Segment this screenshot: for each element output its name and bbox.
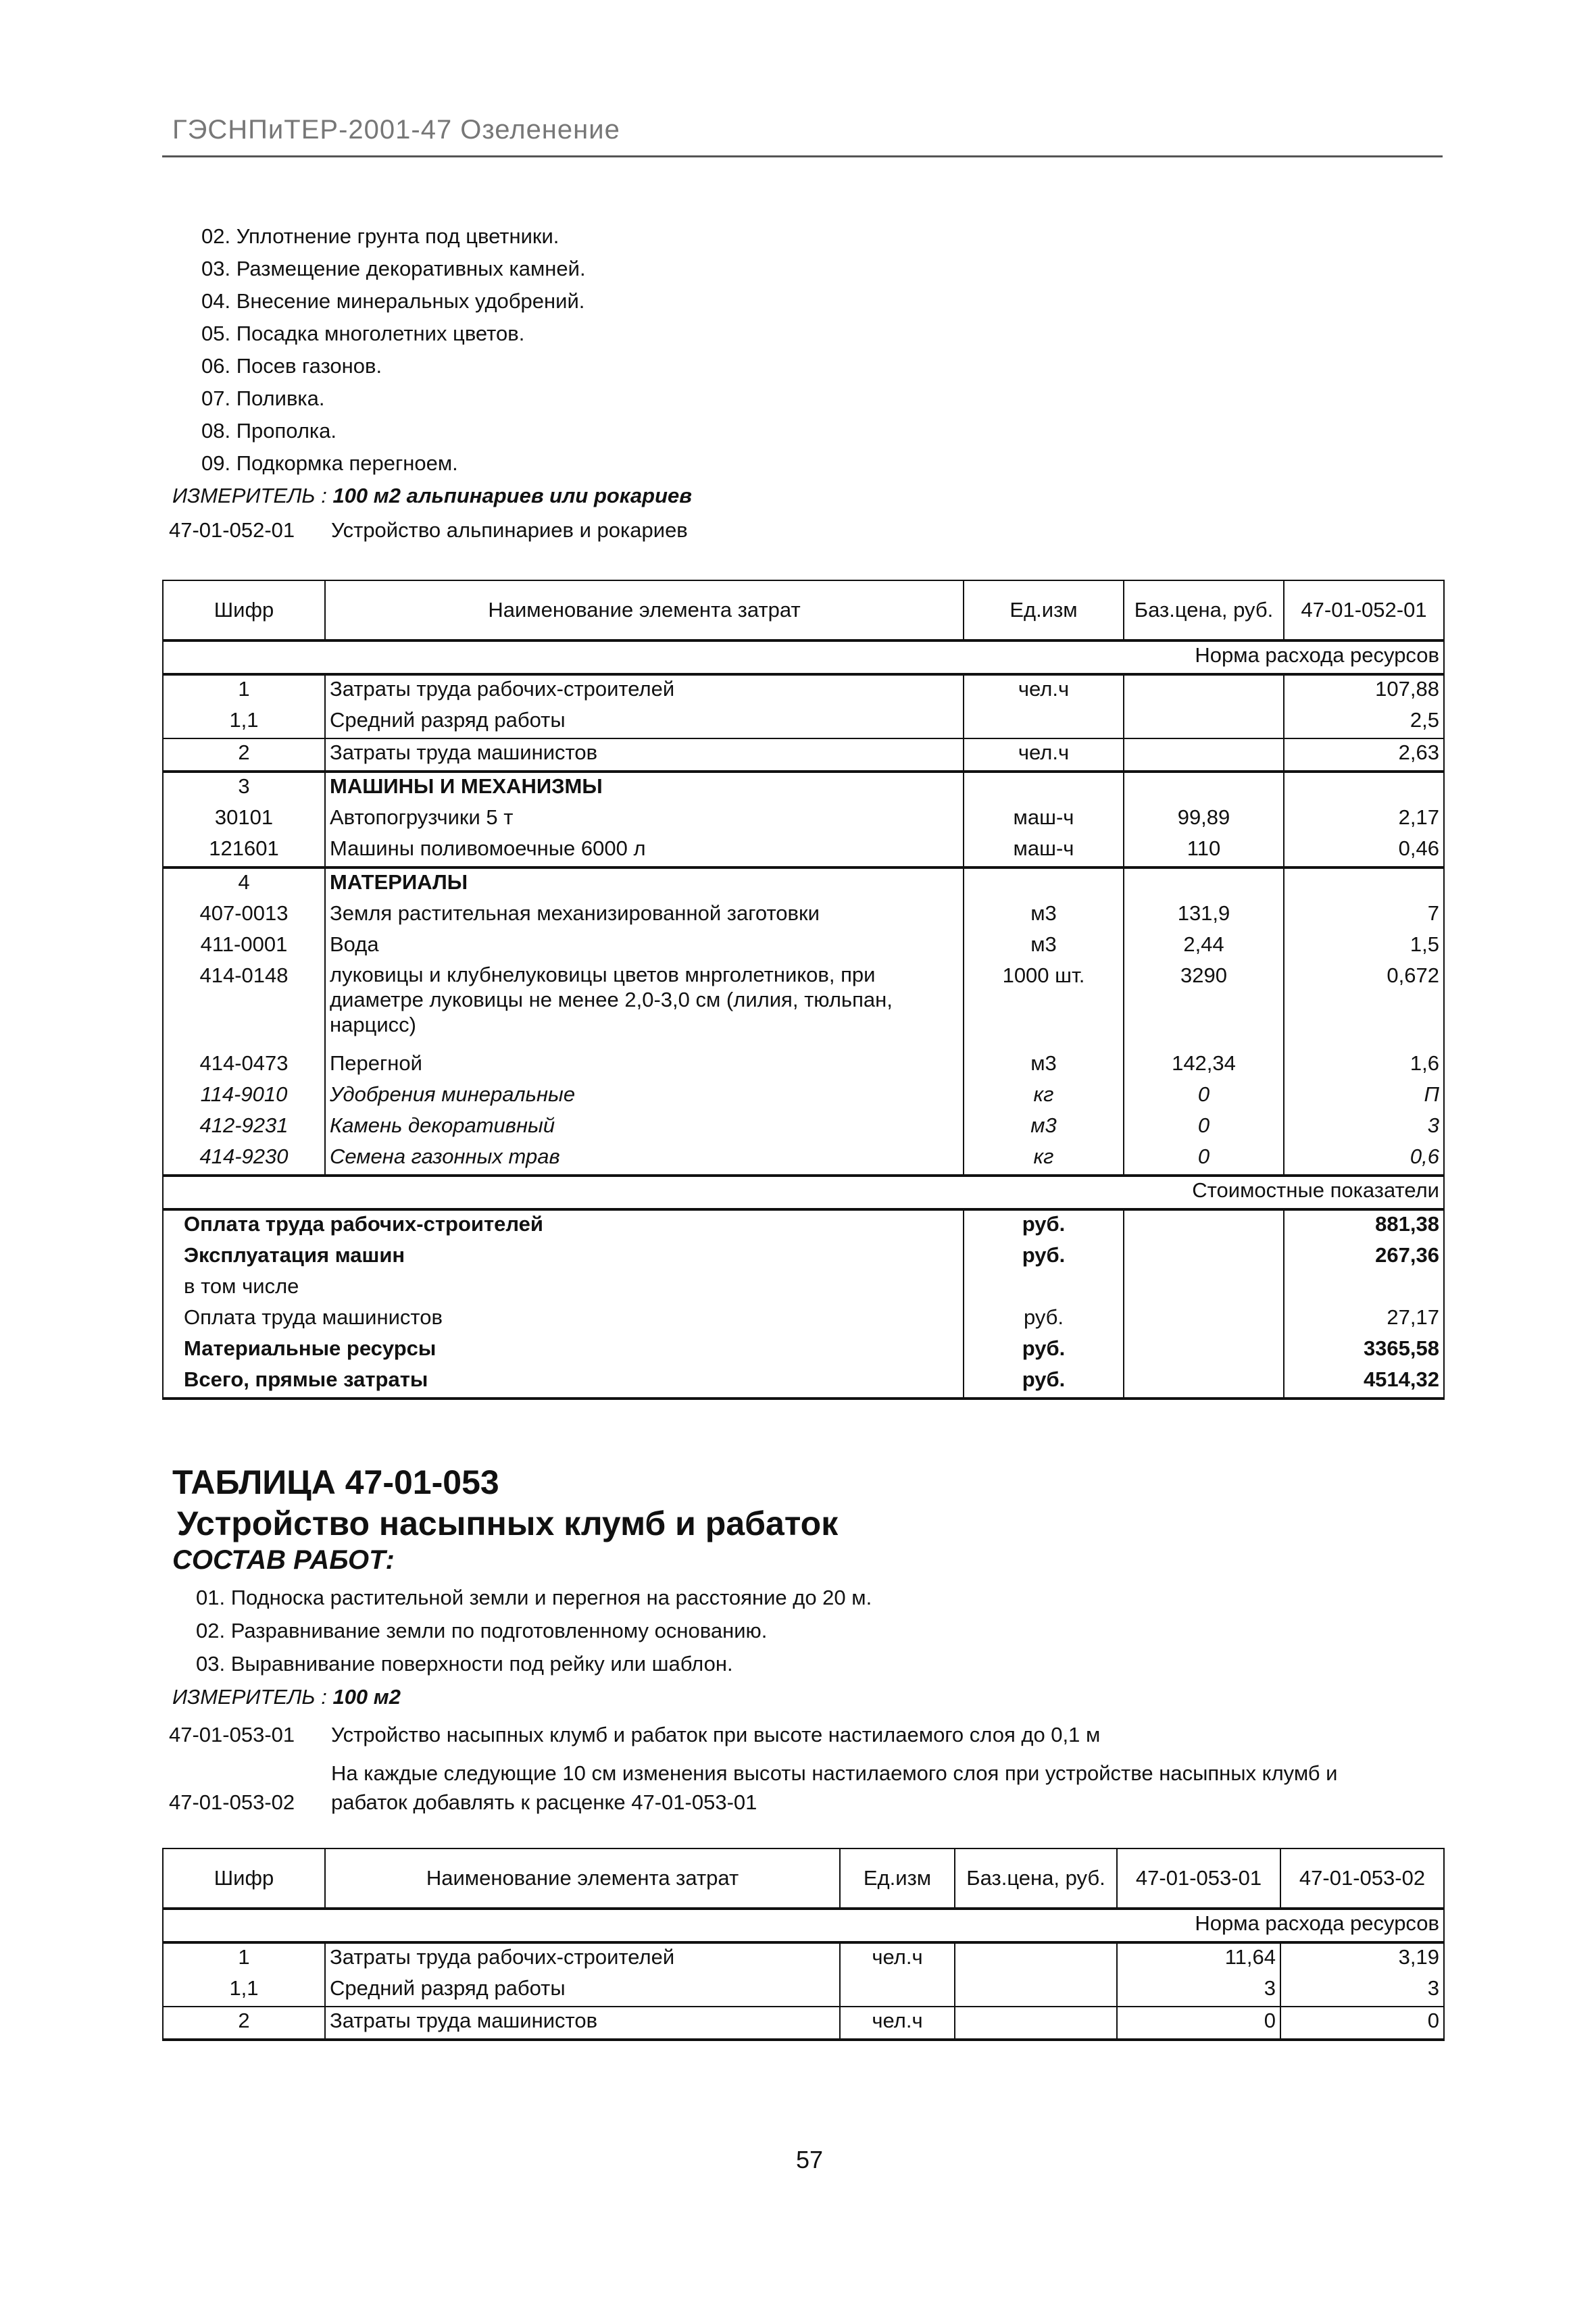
norm-label: Норма расхода ресурсов	[163, 640, 1444, 674]
cell-unit	[964, 772, 1124, 804]
cell-price	[1124, 867, 1284, 900]
resource-table-2	[162, 1848, 1445, 2041]
table-row	[163, 835, 1444, 867]
cell-unit: м3	[964, 931, 1124, 962]
cost-row	[163, 1335, 1444, 1366]
cell-norm	[1284, 867, 1444, 900]
cell-norm: 0,6	[1284, 1143, 1444, 1176]
cell-name: Средний разряд работы	[325, 1975, 840, 2007]
cell-norm: 0,46	[1284, 835, 1444, 867]
cell-name: Перегной	[325, 1050, 964, 1081]
cell-unit: 1000 шт.	[964, 962, 1124, 1050]
table-row	[163, 900, 1444, 931]
cell-cipher: 414-9230	[163, 1143, 325, 1176]
work-item: 03. Размещение декоративных камней.	[201, 257, 586, 280]
cell-name: Земля растительная механизированной заготовки	[325, 900, 964, 931]
cell-price: 0	[1124, 1081, 1284, 1112]
cost-value: 4514,32	[1284, 1366, 1444, 1399]
header-cipher: Шифр	[163, 1848, 325, 1909]
table-row	[163, 1081, 1444, 1112]
cell-unit: м3	[964, 1050, 1124, 1081]
table-row	[163, 1942, 1444, 1975]
cell-norm: 7	[1284, 900, 1444, 931]
cell-unit: м3	[964, 900, 1124, 931]
cell-norm: П	[1284, 1081, 1444, 1112]
cell-name: Затраты труда машинистов	[325, 738, 964, 772]
meter-label: ИЗМЕРИТЕЛЬ :	[172, 484, 327, 507]
table-subtitle: Устройство насыпных клумб и рабаток	[177, 1505, 839, 1542]
cell-cipher: 411-0001	[163, 931, 325, 962]
table-row	[163, 804, 1444, 835]
cost-empty	[1124, 1242, 1284, 1273]
cell-unit: чел.ч	[964, 674, 1124, 707]
cost-name: в том числе	[163, 1273, 964, 1304]
cell-norm	[1284, 772, 1444, 804]
rate-name: Устройство насыпных клумб и рабаток при высоте настилаемого слоя до 0,1 м	[331, 1723, 1101, 1746]
work-item: 01. Подноска растительной земли и перегноя на расстояние до 20 м.	[196, 1586, 872, 1609]
cell-norm-2: 0	[1280, 2007, 1444, 2040]
cell-norm: 2,17	[1284, 804, 1444, 835]
cell-norm-1: 11,64	[1117, 1942, 1280, 1975]
cost-empty	[1124, 1209, 1284, 1242]
cell-price	[1124, 738, 1284, 772]
cost-unit: руб.	[964, 1242, 1124, 1273]
cell-norm-2: 3,19	[1280, 1942, 1444, 1975]
cell-cipher: 1,1	[163, 1975, 325, 2007]
cost-unit: руб.	[964, 1304, 1124, 1335]
header-base-price: Баз.цена, руб.	[955, 1848, 1117, 1909]
meter-value: 100 м2	[332, 1685, 401, 1709]
cell-unit: кг	[964, 1081, 1124, 1112]
cell-price	[955, 2007, 1117, 2040]
header-cipher: Шифр	[163, 580, 325, 640]
cell-unit	[964, 867, 1124, 900]
cost-name: Эксплуатация машин	[163, 1242, 964, 1273]
work-item: 02. Уплотнение грунта под цветники.	[201, 224, 559, 248]
cell-price: 0	[1124, 1143, 1284, 1176]
cell-cipher: 30101	[163, 804, 325, 835]
page-number: 57	[796, 2146, 824, 2173]
cell-cipher: 414-0473	[163, 1050, 325, 1081]
cell-name: Затраты труда машинистов	[325, 2007, 840, 2040]
work-item: 07. Поливка.	[201, 386, 325, 410]
cell-norm-1: 0	[1117, 2007, 1280, 2040]
cell-cipher: 412-9231	[163, 1112, 325, 1143]
table-row	[163, 674, 1444, 707]
rate-name-line2: рабаток добавлять к расценке 47-01-053-01	[331, 1790, 757, 1814]
table-row	[163, 1143, 1444, 1176]
cell-norm-2: 3	[1280, 1975, 1444, 2007]
table-row	[163, 2007, 1444, 2040]
cost-empty	[1124, 1273, 1284, 1304]
cell-norm: 1,5	[1284, 931, 1444, 962]
table-row	[163, 1975, 1444, 2007]
cell-name: Затраты труда рабочих-строителей	[325, 674, 964, 707]
cell-price: 99,89	[1124, 804, 1284, 835]
cost-empty	[1124, 1304, 1284, 1335]
cell-unit: чел.ч	[840, 1942, 955, 1975]
header-rate-1: 47-01-053-01	[1117, 1848, 1280, 1909]
cost-name: Материальные ресурсы	[163, 1335, 964, 1366]
cell-cipher: 2	[163, 738, 325, 772]
cell-unit	[964, 707, 1124, 738]
table-row	[163, 1112, 1444, 1143]
cell-name: Удобрения минеральные	[325, 1081, 964, 1112]
cell-norm-1: 3	[1117, 1975, 1280, 2007]
cell-price	[1124, 772, 1284, 804]
meter-line-1	[172, 482, 692, 509]
cell-norm: 2,5	[1284, 707, 1444, 738]
rate-code: 47-01-053-01	[169, 1723, 295, 1746]
cell-norm: 3	[1284, 1112, 1444, 1143]
cell-cipher: 2	[163, 2007, 325, 2040]
cell-name: МАТЕРИАЛЫ	[325, 867, 964, 900]
cell-norm: 2,63	[1284, 738, 1444, 772]
cell-cipher: 4	[163, 867, 325, 900]
cost-row	[163, 1273, 1444, 1304]
header-divider	[162, 155, 1443, 157]
cell-cipher: 1	[163, 674, 325, 707]
work-item: 05. Посадка многолетних цветов.	[201, 322, 525, 345]
table-row	[163, 707, 1444, 738]
cell-price	[955, 1942, 1117, 1975]
work-item: 09. Подкормка перегноем.	[201, 451, 458, 475]
cost-label: Стоимостные показатели	[163, 1176, 1444, 1209]
cost-row	[163, 1209, 1444, 1242]
cell-name: Машины поливомоечные 6000 л	[325, 835, 964, 867]
resource-table-1	[162, 580, 1445, 1400]
cell-name: Камень декоративный	[325, 1112, 964, 1143]
cell-unit: маш-ч	[964, 835, 1124, 867]
cell-cipher: 414-0148	[163, 962, 325, 1050]
work-item: 02. Разравнивание земли по подготовленному основанию.	[196, 1619, 768, 1642]
cell-cipher: 121601	[163, 835, 325, 867]
cell-price: 0	[1124, 1112, 1284, 1143]
meter-value: 100 м2 альпинариев или рокариев	[332, 484, 692, 507]
cell-cipher: 1	[163, 1942, 325, 1975]
cell-name: луковицы и клубнелуковицы цветов мнрголетников, при диаметре луковицы не менее 2,0-3,0 см (лилия, тюльпан, нарцисс)	[325, 962, 964, 1050]
cell-price: 3290	[1124, 962, 1284, 1050]
cell-name: Вода	[325, 931, 964, 962]
cost-row	[163, 1304, 1444, 1335]
norm-label: Норма расхода ресурсов	[163, 1909, 1444, 1942]
cell-norm: 107,88	[1284, 674, 1444, 707]
meter-line-2	[172, 1684, 401, 1711]
cost-name: Оплата труда рабочих-строителей	[163, 1209, 964, 1242]
table-row	[163, 772, 1444, 804]
cell-unit: чел.ч	[840, 2007, 955, 2040]
cell-unit: чел.ч	[964, 738, 1124, 772]
cell-price: 2,44	[1124, 931, 1284, 962]
rate-name: Устройство альпинариев и рокариев	[331, 518, 688, 542]
header-rate-2: 47-01-053-02	[1280, 1848, 1444, 1909]
cost-row	[163, 1366, 1444, 1399]
table-row	[163, 738, 1444, 772]
cell-unit: м3	[964, 1112, 1124, 1143]
cell-name: МАШИНЫ И МЕХАНИЗМЫ	[325, 772, 964, 804]
cell-price	[1124, 707, 1284, 738]
cell-price	[1124, 674, 1284, 707]
header-unit: Ед.изм	[840, 1848, 955, 1909]
cost-unit: руб.	[964, 1335, 1124, 1366]
cell-unit: маш-ч	[964, 804, 1124, 835]
cell-price: 142,34	[1124, 1050, 1284, 1081]
cell-name: Семена газонных трав	[325, 1143, 964, 1176]
header-name: Наименование элемента затрат	[325, 580, 964, 640]
cell-unit: кг	[964, 1143, 1124, 1176]
cost-name: Оплата труда машинистов	[163, 1304, 964, 1335]
composition-label: СОСТАВ РАБОТ:	[172, 1545, 395, 1575]
cost-value: 881,38	[1284, 1209, 1444, 1242]
running-header: ГЭСНПиТЕР-2001-47 Озеленение	[172, 115, 620, 145]
cost-unit: руб.	[964, 1209, 1124, 1242]
work-item: 06. Посев газонов.	[201, 354, 382, 378]
cell-norm: 1,6	[1284, 1050, 1444, 1081]
cost-empty	[1124, 1335, 1284, 1366]
header-unit: Ед.изм	[964, 580, 1124, 640]
cell-name: Автопогрузчики 5 т	[325, 804, 964, 835]
cell-name: Затраты труда рабочих-строителей	[325, 1942, 840, 1975]
meter-label: ИЗМЕРИТЕЛЬ :	[172, 1685, 327, 1709]
cost-empty	[1124, 1366, 1284, 1399]
rate-code: 47-01-053-02	[169, 1790, 295, 1814]
cost-unit: руб.	[964, 1366, 1124, 1399]
cell-cipher: 407-0013	[163, 900, 325, 931]
cell-cipher: 1,1	[163, 707, 325, 738]
cost-value: 3365,58	[1284, 1335, 1444, 1366]
work-item: 08. Прополка.	[201, 419, 337, 443]
cost-row	[163, 1242, 1444, 1273]
cost-name: Всего, прямые затраты	[163, 1366, 964, 1399]
cell-price: 131,9	[1124, 900, 1284, 931]
cost-value	[1284, 1273, 1444, 1304]
cell-norm: 0,672	[1284, 962, 1444, 1050]
header-rate: 47-01-052-01	[1284, 580, 1444, 640]
cell-unit	[840, 1975, 955, 2007]
cell-price	[955, 1975, 1117, 2007]
cell-price: 110	[1124, 835, 1284, 867]
cell-cipher: 114-9010	[163, 1081, 325, 1112]
table-row	[163, 867, 1444, 900]
cost-value: 267,36	[1284, 1242, 1444, 1273]
table-row	[163, 962, 1444, 1050]
cell-name: Средний разряд работы	[325, 707, 964, 738]
header-name: Наименование элемента затрат	[325, 1848, 840, 1909]
work-item: 04. Внесение минеральных удобрений.	[201, 289, 585, 313]
table-title: ТАБЛИЦА 47-01-053	[172, 1463, 499, 1501]
rate-code: 47-01-052-01	[169, 518, 295, 542]
cost-value: 27,17	[1284, 1304, 1444, 1335]
rate-name-line1: На каждые следующие 10 см изменения высоты настилаемого слоя при устройстве насыпных клумб и	[331, 1761, 1338, 1785]
table-row	[163, 931, 1444, 962]
header-base-price: Баз.цена, руб.	[1124, 580, 1284, 640]
cell-cipher: 3	[163, 772, 325, 804]
work-item: 03. Выравнивание поверхности под рейку или шаблон.	[196, 1652, 733, 1676]
table-row	[163, 1050, 1444, 1081]
cost-unit	[964, 1273, 1124, 1304]
